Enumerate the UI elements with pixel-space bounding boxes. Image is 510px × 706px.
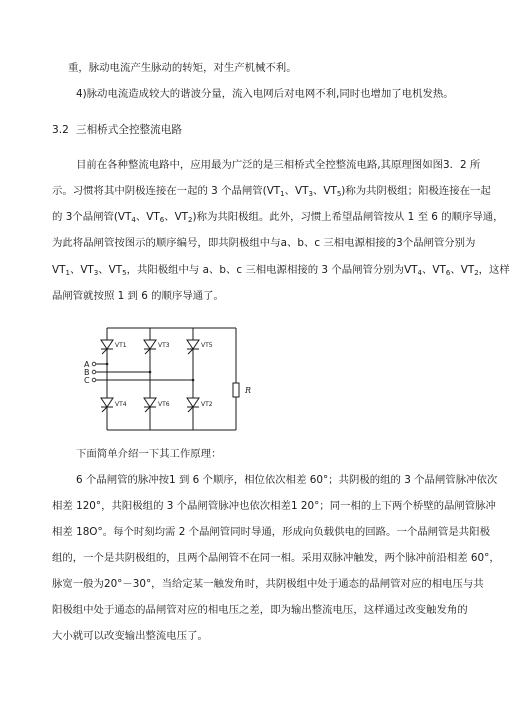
label-phase-c: C [84,376,90,385]
paragraph-line: 为此将晶闸管按图示的顺序编号，即共阴极组中与a、b、c 三相电源相接的3个晶闸管分别为 [52,237,476,249]
label-vt3: VT3 [158,342,170,349]
paragraph-line: 大小就可以改变输出整流电压了。 [52,630,208,642]
label-vt4: VT4 [115,401,127,408]
label-vt6: VT6 [158,401,170,408]
paragraph-line: $VT_1$、$VT_3$、$VT_5$，共阳极组中与 a、b、c 三相电源相接的 3 个晶闸管分别为$VT_4$、$VT_6$、$VT_2$，这样 [52,264,510,277]
label-vt2: VT2 [201,401,213,408]
section-title: 三相桥式全控整流电路 [76,124,182,136]
paragraph-line: 的 3个晶闸管($VT_4$、$VT_6$、$VT_2$)称为共阳极组。此外，习惯上希望晶闸管按从 1 至 6 的顺序导通， [52,211,504,224]
phase-a-terminal [92,362,96,366]
paragraph-line: 脉宽一般为20°－30°，当给定某一触发角时，共阴极组中处于通态的晶闸管对应的相电压与共 [52,578,484,590]
paragraph-line: 重，脉动电流产生脉动的转矩，对生产机械不利。 [68,62,297,74]
label-phase-b: B [84,368,90,377]
section-heading [52,123,182,137]
paragraph-line: 下面简单介绍一下其工作原理： [76,448,222,460]
paragraph-line: 阳极组中处于通态的晶闸管对应的相电压之差，即为输出整流电压，这样通过改变触发角的 [52,604,468,616]
label-vt1: VT1 [115,342,127,349]
phase-c-terminal [92,378,96,382]
paragraph-line: 晶闸管就按照 1 到 6 的顺序导通了。 [52,290,224,302]
phase-b-terminal [92,370,96,374]
paragraph-line: 4)脉动电流造成较大的谐波分量，流入电网后对电网不利,同时也增加了电机发热。 [76,88,454,100]
section-number: 3.2 [52,124,69,136]
paragraph-line: 组的，一个是共阴极组的，且两个晶闸管不在同一相。采用双脉冲触发，两个脉冲前沿相差 60°， [52,552,500,564]
label-phase-a: A [84,360,90,369]
paragraph-line: 6 个晶闸管的脉冲按1 到 6 个顺序，相位依次相差 60°；共阴极的组的 3 个晶闸管脉冲依次 [76,474,498,486]
label-vt5: VT5 [201,342,213,349]
paragraph-line: 相差 120°，共阳极组的 3 个晶闸管脉冲也依次相差1 20°；同一相的上下两个桥壁的晶闸管脉冲 [52,500,496,512]
paragraph-line: 示。习惯将其中阴极连接在一起的 3 个晶闸管($VT_1$、$VT_3$、$VT_5$)称为共阴极组；阳极连接在一起 [52,185,491,198]
paragraph-line: 相差 18O°。每个时刻均需 2 个晶闸管同时导通，形成向负载供电的回路。一个晶闸管是共阳极 [52,526,490,538]
label-load-r: R [245,386,252,395]
bridge-circuit-diagram [84,325,258,435]
paragraph-line: 目前在各种整流电路中，应用最为广泛的是三相桥式全控整流电路,其原理图如图3．2 所 [76,159,481,171]
